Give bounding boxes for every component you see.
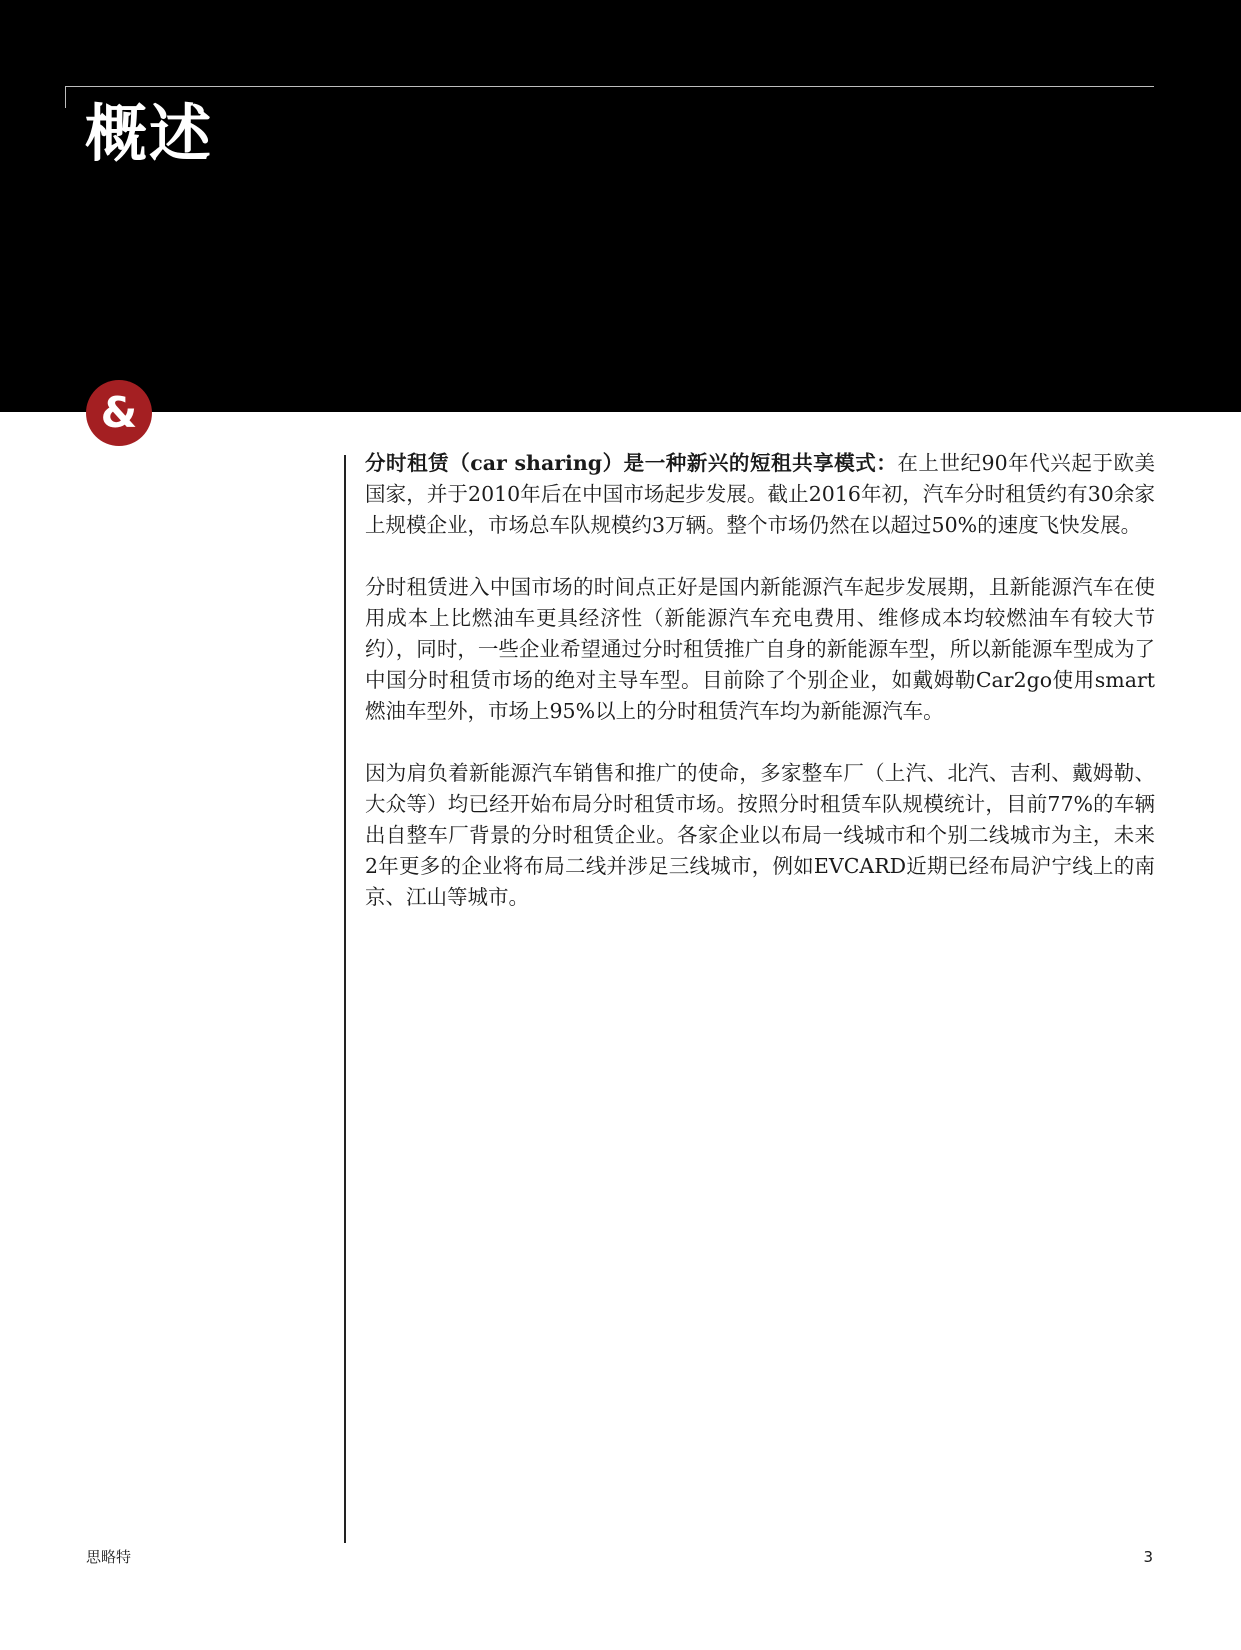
paragraph-1 (365, 448, 1155, 541)
footer-brand: 思略特 (86, 1548, 132, 1566)
header-rule-vertical (65, 86, 66, 108)
paragraph-1-lead: 分时租赁（car sharing）是一种新兴的短租共享模式： (365, 451, 898, 475)
ampersand-logo-icon: & (86, 380, 152, 446)
paragraph-1-text: 在上世纪90年代兴起于欧美国家，并于2010年后在中国市场起步发展。截止2016年初，汽车分时租赁约有30余家上规模企业，市场总车队规模约3万辆。整个市场仍然在以超过50%的速度飞快发展。 (365, 451, 1155, 537)
page-title: 概述 (85, 97, 214, 170)
content-vertical-rule (344, 455, 346, 1543)
page-number: 3 (1143, 1548, 1153, 1566)
body-text (365, 448, 1155, 944)
header-band (0, 0, 1241, 412)
header-rule-horizontal (65, 86, 1154, 87)
paragraph-2: 分时租赁进入中国市场的时间点正好是国内新能源汽车起步发展期，且新能源汽车在使用成本上比燃油车更具经济性（新能源汽车充电费用、维修成本均较燃油车有较大节约），同时，一些企业希望通过分时租赁推广自身的新能源车型，所以新能源车型成为了中国分时租赁市场的绝对主导车型。目前除了个别企业，如戴姆勒Car2go使用smart燃油车型外，市场上95%以上的分时租赁汽车均为新能源汽车。 (365, 575, 1155, 723)
paragraph-3: 因为肩负着新能源汽车销售和推广的使命，多家整车厂（上汽、北汽、吉利、戴姆勒、大众等）均已经开始布局分时租赁市场。按照分时租赁车队规模统计，目前77%的车辆出自整车厂背景的分时租赁企业。各家企业以布局一线城市和个别二线城市为主，未来2年更多的企业将布局二线并涉足三线城市，例如EVCARD近期已经布局沪宁线上的南京、江山等城市。 (365, 761, 1155, 909)
